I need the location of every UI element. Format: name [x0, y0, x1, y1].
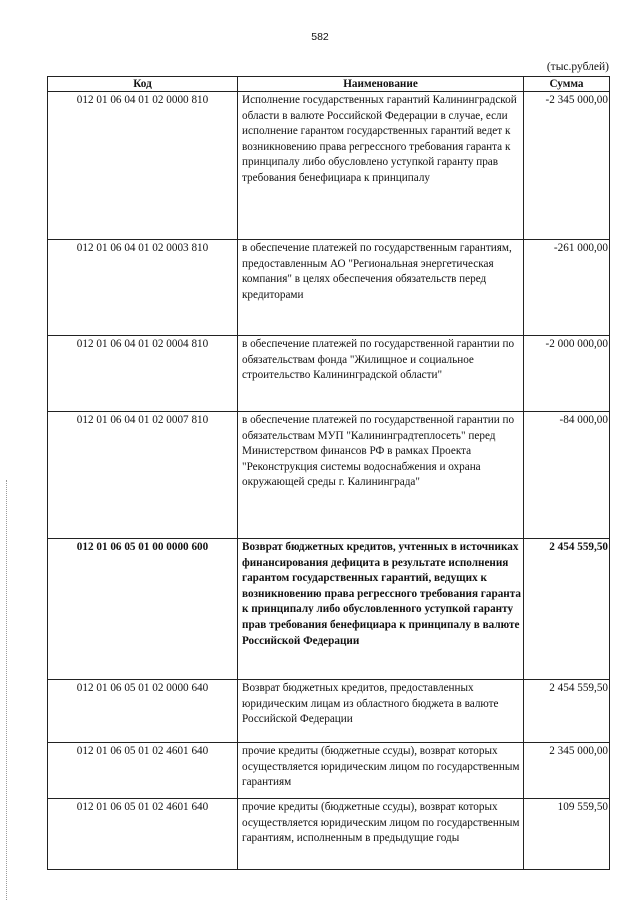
table-row	[48, 743, 610, 799]
table-header-row	[48, 77, 610, 92]
table-row	[48, 799, 610, 870]
table-row	[48, 680, 610, 743]
table-row	[48, 240, 610, 336]
row-amount: 109 559,50	[524, 799, 610, 870]
row-name: прочие кредиты (бюджетные ссуды), возврат которых осуществляется юридическим лицом по государственным гарантиям, исполненным в предыдущие годы	[238, 799, 524, 870]
row-code: 012 01 06 05 01 02 0000 640	[48, 680, 238, 743]
row-amount: -261 000,00	[524, 240, 610, 336]
row-code: 012 01 06 05 01 02 4601 640	[48, 799, 238, 870]
row-name: прочие кредиты (бюджетные ссуды), возврат которых осуществляется юридическим лицом по государственным гарантиям	[238, 743, 524, 799]
page-number: 582	[311, 31, 329, 43]
row-amount: 2 454 559,50	[524, 539, 610, 680]
row-code: 012 01 06 04 01 02 0004 810	[48, 336, 238, 412]
row-name: Возврат бюджетных кредитов, учтенных в источниках финансирования дефицита в результате исполнения гарантом государственных гарантий, ведущих к возникновению права регрессного требования гаранта к принципалу либо обусловленного уступкой гаранту прав требования бенефициара к принципалу в валюте Российской Федерации	[238, 539, 524, 680]
table-row	[48, 336, 610, 412]
table-row	[48, 539, 610, 680]
row-amount: -2 345 000,00	[524, 92, 610, 240]
row-amount: 2 454 559,50	[524, 680, 610, 743]
row-name: Возврат бюджетных кредитов, предоставленных юридическим лицам из областного бюджета в валюте Российской Федерации	[238, 680, 524, 743]
header-name: Наименование	[238, 77, 524, 92]
row-code: 012 01 06 04 01 02 0003 810	[48, 240, 238, 336]
row-name: в обеспечение платежей по государственной гарантии по обязательствам фонда "Жилищное и социальное строительство Калининградской области"	[238, 336, 524, 412]
row-code: 012 01 06 05 01 00 0000 600	[48, 539, 238, 680]
row-code: 012 01 06 05 01 02 4601 640	[48, 743, 238, 799]
row-name: в обеспечение платежей по государственной гарантии по обязательствам МУП "Калининградтеплосеть" перед Министерством финансов РФ в рамках Проекта "Реконструкция системы водоснабжения и охрана окружающей среды г. Калининграда"	[238, 412, 524, 539]
row-amount: -2 000 000,00	[524, 336, 610, 412]
table-row	[48, 412, 610, 539]
table-row	[48, 92, 610, 240]
units-label: (тыс.рублей)	[546, 61, 609, 73]
row-code: 012 01 06 04 01 02 0000 810	[48, 92, 238, 240]
row-amount: 2 345 000,00	[524, 743, 610, 799]
header-code: Код	[48, 77, 238, 92]
row-code: 012 01 06 04 01 02 0007 810	[48, 412, 238, 539]
budget-table	[47, 76, 610, 870]
row-name: Исполнение государственных гарантий Калининградской области в валюте Российской Федерации в случае, если исполнение гарантом государственных гарантий ведет к возникновению права регрессного требования гаранта к принципалу либо обусловлено уступкой гаранту прав требования бенефициара к принципалу	[238, 92, 524, 240]
row-name: в обеспечение платежей по государственным гарантиям, предоставленным АО "Региональная энергетическая компания" в целях обеспечения обязательств перед кредиторами	[238, 240, 524, 336]
margin-marks	[6, 480, 8, 900]
header-amount: Сумма	[524, 77, 610, 92]
row-amount: -84 000,00	[524, 412, 610, 539]
